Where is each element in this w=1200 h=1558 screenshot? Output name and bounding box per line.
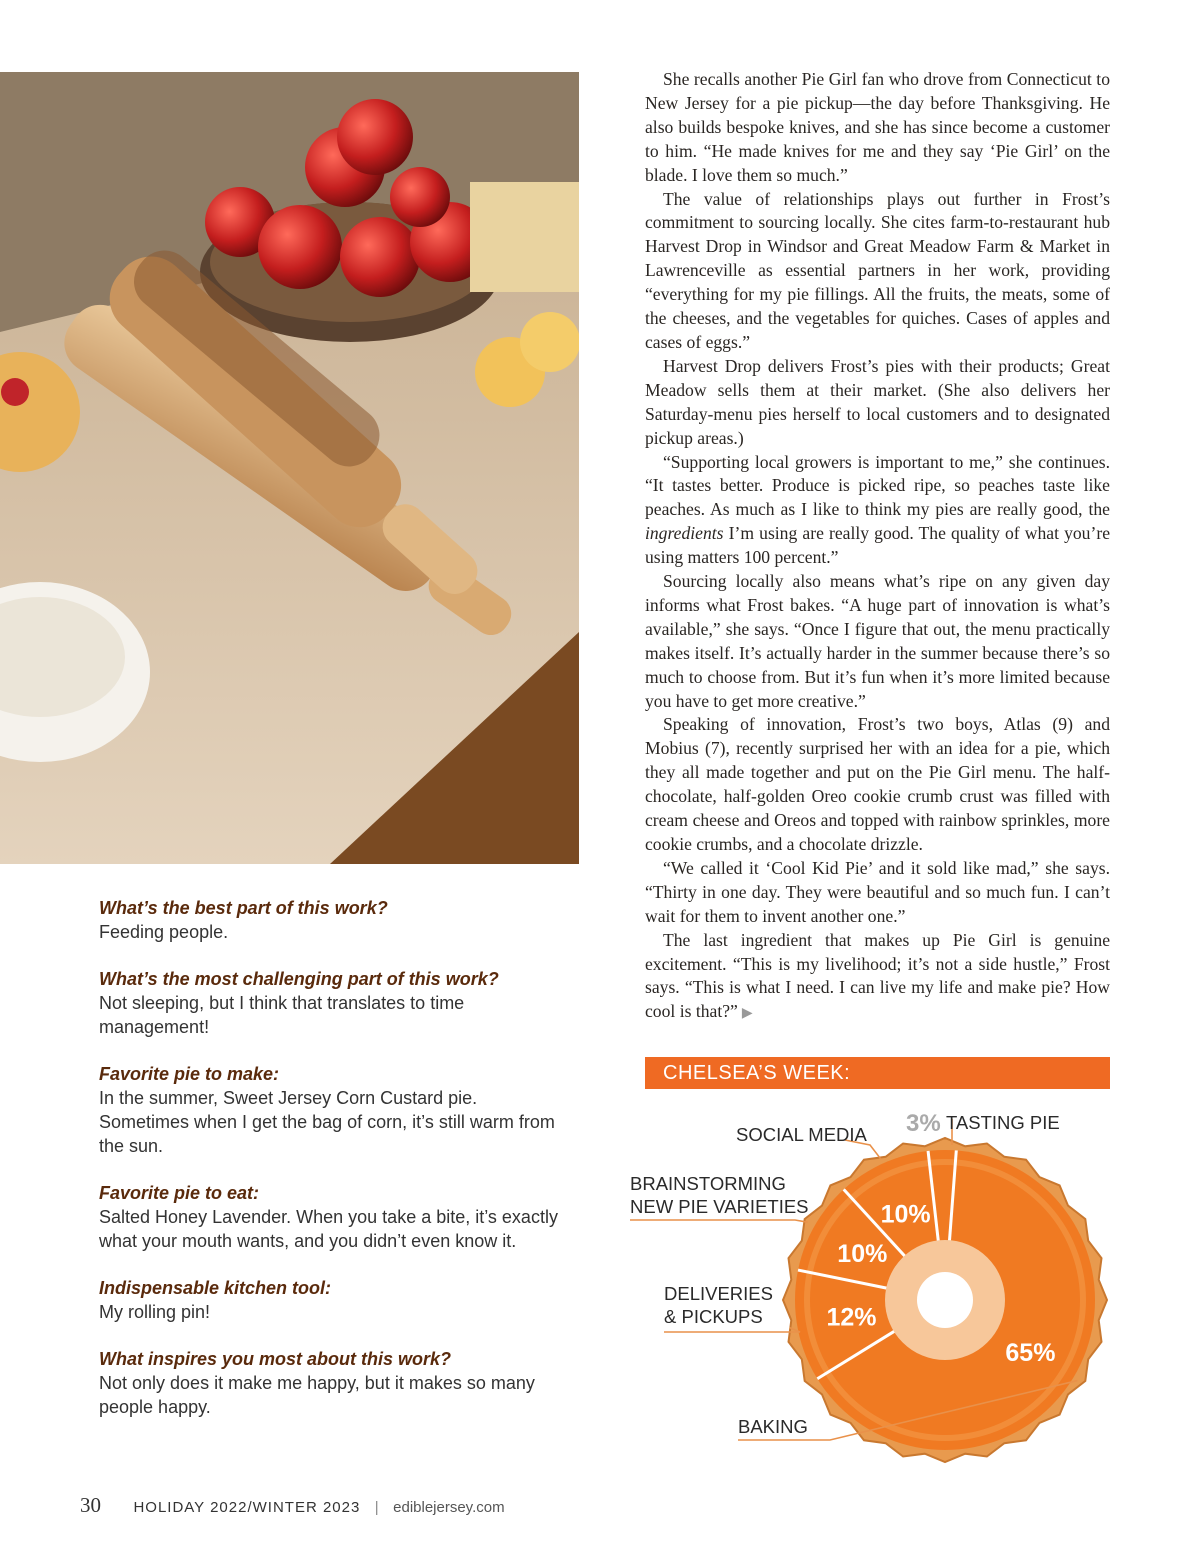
qa-question: What’s the best part of this work? — [99, 898, 388, 918]
slice-value-label: 10% — [837, 1240, 888, 1269]
article-paragraph: “We called it ‘Cool Kid Pie’ and it sold like mad,” she says. “Thirty in one day. They were beautiful and so much fun. I can’t wait for them to invent another one.” — [645, 857, 1110, 926]
page-number: 30 — [80, 1493, 101, 1517]
article-paragraph — [645, 929, 1110, 1027]
qa-question: What’s the most challenging part of this work? — [99, 969, 499, 989]
qa-item — [99, 1062, 579, 1158]
article-text: The last ingredient that makes up Pie Girl is genuine excitement. “This is my livelihood; it’s not a side hustle,” Frost says. “This is what I need. I can live my life and make pie? How cool is that?” — [645, 929, 1110, 1022]
qa-answer: In the summer, Sweet Jersey Corn Custard pie. Sometimes when I get the bag of corn, it’s still warm from the sun. — [99, 1088, 555, 1156]
qa-answer: Not sleeping, but I think that translates to time management! — [99, 993, 465, 1037]
qa-item — [99, 1276, 579, 1324]
site-link[interactable]: ediblejersey.com — [393, 1499, 505, 1516]
article-paragraph — [645, 451, 1110, 571]
qa-sidebar — [99, 896, 579, 1442]
label-tasting-pie-percent: 3% — [906, 1110, 941, 1137]
page-footer — [80, 1493, 505, 1518]
label-baking: BAKING — [738, 1416, 808, 1437]
article-emphasis: ingredients — [645, 523, 724, 544]
label-brainstorming-line1: BRAINSTORMING — [630, 1173, 786, 1194]
article-paragraph: Speaking of innovation, Frost’s two boys, Atlas (9) and Mobius (7), recently surprised her with an idea for a pie, which they all made together and put on the Pie Girl menu. The half-chocolate, half-golden Oreo cookie crumb crust was filled with cream cheese and Oreos and topped with rainbow sprinkles, more cookie crumbs, and a chocolate drizzle. — [645, 714, 1110, 854]
qa-item — [99, 967, 579, 1039]
qa-question: What inspires you most about this work? — [99, 1349, 452, 1369]
chart-title: CHELSEA’S WEEK: — [645, 1057, 1110, 1089]
qa-question: Favorite pie to make: — [99, 1064, 280, 1084]
label-brainstorming-line2: NEW PIE VARIETIES — [630, 1196, 809, 1217]
pie-chart — [600, 1095, 1160, 1465]
leader-line — [630, 1220, 808, 1222]
label-tasting-pie: TASTING PIE — [946, 1112, 1060, 1133]
label-deliveries — [664, 1282, 773, 1328]
pie-center-hole — [917, 1272, 973, 1328]
label-social-media: SOCIAL MEDIA — [736, 1124, 867, 1145]
label-brainstorming — [630, 1172, 809, 1218]
article-body — [645, 68, 1110, 1026]
qa-answer: Salted Honey Lavender. When you take a bite, it’s exactly what your mouth wants, and you didn’t even know it. — [99, 1207, 558, 1251]
slice-value-label: 10% — [880, 1200, 931, 1229]
pie-chart-svg — [600, 1095, 1160, 1465]
qa-item — [99, 896, 579, 944]
leader-line — [664, 1328, 800, 1332]
label-deliveries-line1: DELIVERIES — [664, 1283, 773, 1304]
article-text: “Supporting local growers is important to me,” she continues. “It tastes better. Produce is picked ripe, so peaches taste like peaches. As much as I like to think my pies are really good, the — [645, 451, 1110, 520]
end-mark-icon: ▶ — [741, 1006, 753, 1022]
footer-separator: | — [374, 1499, 379, 1516]
article-paragraph: Harvest Drop delivers Frost’s pies with their products; Great Meadow sells them at their market. (She also delivers her Saturday-menu pies herself to local customers and to designated pickup areas.) — [645, 355, 1110, 448]
qa-answer: Feeding people. — [99, 922, 229, 942]
label-deliveries-line2: & PICKUPS — [664, 1306, 763, 1327]
article-paragraph: She recalls another Pie Girl fan who drove from Connecticut to New Jersey for a pie pickup—the day before Thanksgiving. He also builds bespoke knives, and she has since become a customer to him. “He made knives for me and they say ‘Pie Girl’ on the blade. I love them so much.” — [645, 69, 1110, 185]
qa-item — [99, 1347, 579, 1419]
qa-question: Favorite pie to eat: — [99, 1183, 260, 1203]
article-paragraph: The value of relationships plays out further in Frost’s commitment to sourcing locally. She cites farm-to-restaurant hub Harvest Drop in Windsor and Great Meadow Farm & Market in Lawrenceville as essential partners in her work, providing “everything for my pie fillings. All the fruits, the meats, some of the cheeses, and the vegetables for quiches. Cases of apples and cases of eggs.” — [645, 188, 1110, 352]
article-paragraph: Sourcing locally also means what’s ripe on any given day informs what Frost bakes. “A huge part of innovation is what’s available,” she says. “Once I figure that out, the menu practically makes itself. It’s actually harder in the summer because there’s so much to choose from. But it’s fun when it’s more limited because you have to get more creative.” — [645, 571, 1110, 711]
feature-photo — [0, 72, 579, 864]
article-text: I’m using are really good. The quality of what you’re using matters 100 percent.” — [645, 523, 1110, 568]
slice-value-label: 65% — [1005, 1338, 1056, 1367]
rolling-pin-photo-illustration — [0, 72, 579, 864]
qa-answer: Not only does it make me happy, but it makes so many people happy. — [99, 1373, 535, 1417]
qa-answer: My rolling pin! — [99, 1302, 211, 1322]
issue-label: HOLIDAY 2022/WINTER 2023 — [133, 1499, 361, 1516]
qa-question: Indispensable kitchen tool: — [99, 1278, 332, 1298]
slice-value-label: 12% — [826, 1303, 877, 1332]
qa-item — [99, 1181, 579, 1253]
